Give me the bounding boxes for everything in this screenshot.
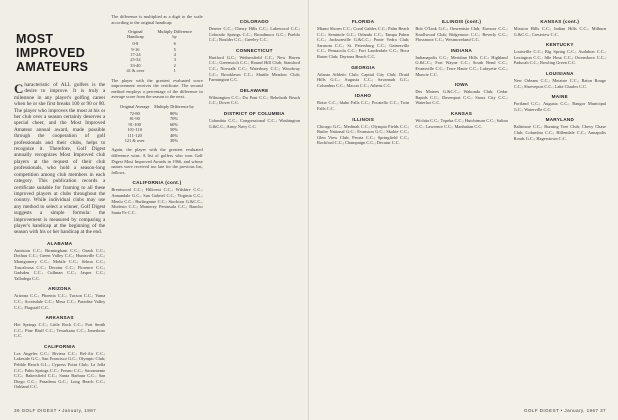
table-row: 17-24 4 bbox=[130, 52, 176, 57]
right-column-1 bbox=[317, 14, 409, 400]
state-section: ALABAMA Anniston C.C.; Birmingham C.C.; Ozark C.C.; Dothan C.C.; Green Valley C.C.; Huntsville C.C.; Montgomery C.C.; Mobile C.C.; Selma C.C.; Tuscaloosa C.C.; Decatur C.C.; Florence C.C.; Gadsden C.C.; Cullman C.C.; Jasper C.C.; Talladega C.C. bbox=[14, 240, 106, 281]
table-header: Original Handicap bbox=[127, 29, 144, 40]
state-section: ARKANSAS Hot Springs C.C.; Little Rock C.C.; Fort Smith C.C.; Pine Bluff C.C.; Texarkana C.C.; Jonesboro C.C. bbox=[14, 315, 106, 339]
state-section: CONNECTICUT Hartford G.C.; Wethersfield C.C.; New Haven C.C.; Greenwich C.C.; Round Hill Club; Stamford C.C.; Norwalk C.C.; Waterbury C.C.; Woodway C.C.; Brooklawn C.C.; Shuttle Meadow Club; Farmington C.C. bbox=[208, 47, 300, 83]
left-column-1 bbox=[14, 14, 105, 400]
state-section: CALIFORNIA (cont.) Brentwood C.C.; Hillcrest C.C.; Wilshire C.C.; Annandale G.C.; San Gabriel C.C.; Virginia C.C.; Menlo C.C.; Burlingame C.C.; Stockton G.&C.C.; Modesto C.C.; Monterey Peninsula C.C.; Rancho Santa Fe C.C. bbox=[111, 180, 203, 215]
state-section: FLORIDA Miami Shores C.C.; Coral Gables C.C.; Palm Beach C.C.; Seminole G.C.; Orlando C.C.; Tampa Palms C.C.; Jacksonville G.&C.C.; Ponte Vedra Club; Sarasota C.C.; St. Petersburg C.C.; Gainesville C.C.; Pensacola C.C.; Fort Lauderdale C.C.; Boca Raton Club; Daytona Beach C.C. bbox=[317, 19, 410, 59]
left-column-2 bbox=[111, 14, 202, 400]
state-section: KENTUCKY Louisville C.C.; Big Spring C.C.; Audubon C.C.; Lexington C.C.; Idle Hour C.C.; Owensboro C.C.; Paducah C.C.; Bowling Green C.C. bbox=[513, 42, 606, 66]
state-section: KANSAS (cont.) Mission Hills C.C.; Indian Hills C.C.; Milburn G.&C.C.; Crestview C.C. bbox=[513, 19, 606, 37]
right-page bbox=[309, 0, 618, 420]
state-section: DISTRICT OF COLUMBIA Columbia C.C.; Congressional C.C.; Washington G.&C.C.; Army Navy C.C. bbox=[208, 110, 300, 129]
drop-cap: C bbox=[14, 81, 24, 96]
state-section: ARIZONA Arizona C.C.; Phoenix C.C.; Tucson C.C.; Yuma C.C.; Scottsdale C.C.; Mesa C.C.; Paradise Valley C.C.; Flagstaff C.C. bbox=[14, 286, 106, 310]
article-title: MOST IMPROVED AMATEURS bbox=[16, 32, 89, 74]
table-row: 111-120 40% bbox=[127, 132, 178, 138]
table-header: Original Average bbox=[120, 104, 150, 109]
state-section: IDAHO Boise C.C.; Idaho Falls C.C.; Pocatello C.C.; Twin Falls C.C. bbox=[317, 93, 410, 111]
table-row: 25-32 3 bbox=[130, 57, 176, 63]
right-column-2 bbox=[415, 14, 507, 400]
page-footer-left: 36 GOLF DIGEST • January, 1967 bbox=[14, 408, 97, 413]
table-row: 81-90 70% bbox=[129, 116, 178, 122]
handicap-table bbox=[118, 29, 197, 73]
average-table bbox=[118, 104, 197, 143]
state-section: ILLINOIS Chicago G.C.; Medinah C.C.; Olympia Fields C.C.; Butler National G.C.; Evanston G.C.; Skokie C.C.; Glen View Club; Peoria C.C.; Springfield C.C.; Rockford C.C.; Champaign C.C.; Decatur C.C. bbox=[317, 116, 410, 146]
state-section: COLORADO Denver C.C.; Cherry Hills C.C.; Lakewood C.C.; Colorado Springs C.C.; Broadmoor G.C.; Pueblo C.C.; Boulder C.C.; Greeley C.C. bbox=[208, 19, 300, 43]
right-column-3 bbox=[514, 14, 606, 400]
state-section: INDIANA Indianapolis C.C.; Meridian Hills C.C.; Highland G.&C.C.; Fort Wayne C.C.; South Bend C.C.; Evansville C.C.; Terre Haute C.C.; Lafayette C.C.; Muncie C.C. bbox=[415, 47, 508, 77]
table-row: 101-110 50% bbox=[127, 127, 178, 133]
table-row: 41 & over 1 bbox=[126, 68, 176, 74]
page-footer-right: GOLF DIGEST • January, 1967 37 bbox=[523, 408, 606, 413]
formula-text-3: Again, the player with the greatest evaluated difference wins. A list of golfers who won Golf Digest Most Improved Awards in 1966, and whose names were received too late for the previous list, follows. bbox=[111, 147, 203, 175]
formula-text: The difference is multiplied as a digit to the scale according to the original handicap: bbox=[111, 14, 203, 25]
table-header: Multiply Difference by bbox=[154, 104, 194, 109]
state-section: MAINE Portland C.C.; Augusta C.C.; Bangor Municipal G.C.; Waterville C.C. bbox=[513, 94, 606, 112]
table-row: 72-80 80% bbox=[129, 111, 178, 116]
state-section: DELAWARE Wilmington C.C.; Du Pont C.C.; Rehoboth Beach C.C.; Dover C.C. bbox=[208, 87, 300, 106]
table-row: 91-100 60% bbox=[128, 121, 178, 127]
table-row: 121 & over 30% bbox=[124, 138, 178, 144]
state-section: GEORGIA Atlanta Athletic Club; Capital City Club; Druid Hills G.C.; Augusta C.C.; Savannah G.C.; Columbus C.C.; Macon C.C.; Athens C.C. bbox=[317, 64, 410, 88]
state-section: ILLINOIS (cont.) Bob O'Link G.C.; Onwentsia Club; Exmoor C.C.; Knollwood Club; Ridgemoor C.C.; Beverly C.C.; Flossmoor C.C.; Westmoreland C.C. bbox=[415, 19, 508, 43]
intro-paragraph: Characteristic of ALL golfers is the desire to improve. It is truly a milestone in any player's golfing career when he or she first breaks 100 or 90 or 80. The player who improves the most at his or her club over a season certainly deserves a special cheer, and the Most Improved Amateur annual award, made possible through the cooperation of golf professionals and their clubs, helps to recognize it. Therefore, Golf Digest annually recognizes Most Improved club players at the request of their club professionals, who hold a season-long competition among club members in each category. This publication records a certificate suitable for framing to all these improved players at clubs throughout the country. While individual clubs may use any method to select a winner, Golf Digest suggests a simple formula: the improvement is measured by comparing a player's handicap at the beginning of the season with his or her handicap at the end. bbox=[14, 81, 106, 236]
state-section: IOWA Des Moines G.&C.C.; Wakonda Club; Cedar Rapids C.C.; Davenport C.C.; Sioux City C.C.; Waterloo C.C. bbox=[415, 82, 508, 106]
table-row: 9-16 5 bbox=[131, 46, 176, 52]
state-section: MARYLAND Baltimore C.C.; Burning Tree Club; Chevy Chase Club; Columbia C.C.; Hillendale C.C.; Annapolis Roads G.C.; Hagerstown C.C. bbox=[513, 117, 606, 141]
state-section: CALIFORNIA Los Angeles C.C.; Riviera C.C.; Bel-Air C.C.; Lakeside G.C.; San Francisco G.C.; Olympic Club; Pebble Beach G.L.; Cypress Point Club; La Jolla C.C.; Palm Springs C.C.; Fresno C.C.; Sacramento C.C.; Bakersfield C.C.; Santa Barbara C.C.; San Diego C.C.; Pasadena G.C.; Long Beach C.C.; Oakland C.C. bbox=[14, 343, 106, 390]
table-row: 33-40 2 bbox=[130, 62, 176, 68]
table-row: 0-8 6 bbox=[132, 41, 176, 47]
table-header: Multiply Difference by bbox=[157, 29, 192, 40]
state-section: LOUISIANA New Orleans C.C.; Metairie C.C.; Baton Rouge C.C.; Shreveport C.C.; Lake Charles C.C. bbox=[513, 70, 606, 89]
formula-text-2: The player with the greatest evaluated score improvement receives the certificate. The second method employs a percentage of the difference in average score from the season to the next. bbox=[111, 77, 203, 100]
state-section: KANSAS Wichita C.C.; Topeka C.C.; Hutchinson C.C.; Salina C.C.; Lawrence C.C.; Manhattan C.C. bbox=[415, 110, 508, 129]
left-column-3 bbox=[209, 14, 300, 400]
